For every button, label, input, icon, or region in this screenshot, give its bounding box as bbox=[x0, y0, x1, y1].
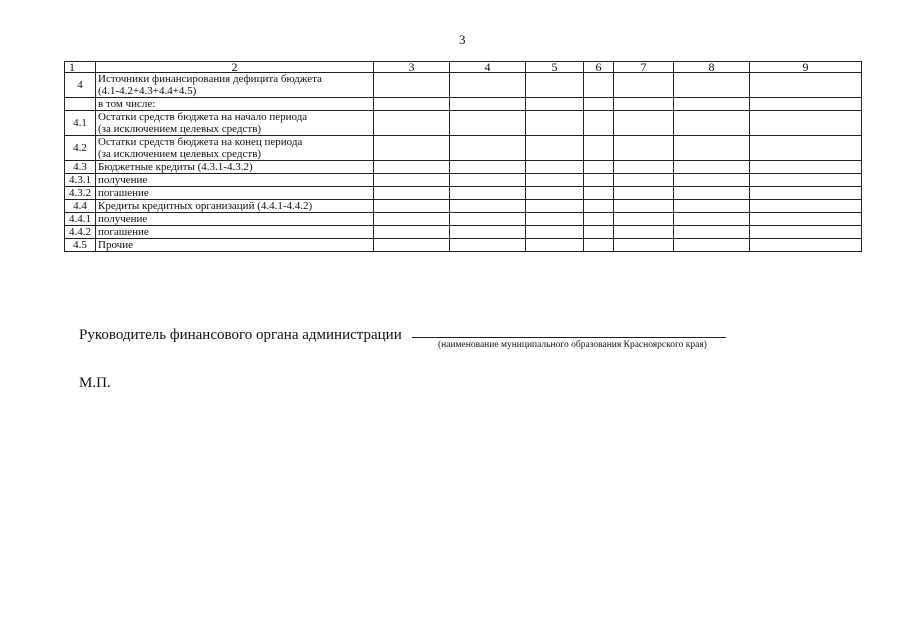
value-cell bbox=[750, 111, 862, 136]
value-cell bbox=[374, 213, 450, 226]
value-cell bbox=[450, 239, 526, 252]
row-description bbox=[96, 73, 374, 98]
signature-line bbox=[412, 337, 726, 338]
description-line: погашение bbox=[98, 226, 149, 238]
value-cell bbox=[584, 239, 614, 252]
value-cell bbox=[614, 98, 674, 111]
value-cell bbox=[750, 174, 862, 187]
value-cell bbox=[674, 161, 750, 174]
value-cell bbox=[526, 161, 584, 174]
value-cell bbox=[450, 187, 526, 200]
value-cell bbox=[374, 161, 450, 174]
value-cell bbox=[450, 226, 526, 239]
value-cell bbox=[374, 111, 450, 136]
table-row bbox=[65, 213, 862, 226]
value-cell bbox=[374, 73, 450, 98]
row-description bbox=[96, 161, 374, 174]
value-cell bbox=[450, 213, 526, 226]
value-cell bbox=[614, 200, 674, 213]
value-cell bbox=[674, 73, 750, 98]
value-cell bbox=[674, 226, 750, 239]
row-number: 4.5 bbox=[65, 239, 96, 252]
table-row bbox=[65, 239, 862, 252]
row-number: 4.1 bbox=[65, 111, 96, 136]
description-line: (за исключением целевых средств) bbox=[98, 123, 262, 135]
table-row bbox=[65, 226, 862, 239]
value-cell bbox=[374, 98, 450, 111]
row-description bbox=[96, 98, 374, 111]
value-cell bbox=[450, 98, 526, 111]
description-line: Бюджетные кредиты (4.3.1-4.3.2) bbox=[98, 161, 253, 173]
value-cell bbox=[526, 226, 584, 239]
row-description bbox=[96, 200, 374, 213]
value-cell bbox=[450, 200, 526, 213]
row-number: 4.2 bbox=[65, 136, 96, 161]
description-line: получение bbox=[98, 213, 148, 225]
table-row bbox=[65, 174, 862, 187]
value-cell bbox=[450, 111, 526, 136]
column-header: 5 bbox=[526, 62, 584, 73]
row-description bbox=[96, 174, 374, 187]
value-cell bbox=[674, 174, 750, 187]
value-cell bbox=[614, 213, 674, 226]
value-cell bbox=[584, 98, 614, 111]
row-number: 4 bbox=[65, 73, 96, 98]
value-cell bbox=[374, 136, 450, 161]
value-cell bbox=[526, 174, 584, 187]
value-cell bbox=[374, 174, 450, 187]
row-description bbox=[96, 226, 374, 239]
table-row bbox=[65, 200, 862, 213]
value-cell bbox=[450, 73, 526, 98]
row-description bbox=[96, 213, 374, 226]
value-cell bbox=[614, 239, 674, 252]
value-cell bbox=[526, 213, 584, 226]
description-line: (за исключением целевых средств) bbox=[98, 148, 262, 160]
table-header-row bbox=[65, 62, 862, 73]
value-cell bbox=[584, 200, 614, 213]
value-cell bbox=[614, 136, 674, 161]
signature-caption: (наименование муниципального образования Красноярского края) bbox=[438, 340, 707, 350]
value-cell bbox=[750, 200, 862, 213]
value-cell bbox=[584, 187, 614, 200]
value-cell bbox=[374, 226, 450, 239]
column-header: 1 bbox=[65, 62, 96, 73]
table-row bbox=[65, 161, 862, 174]
value-cell bbox=[750, 73, 862, 98]
value-cell bbox=[614, 187, 674, 200]
table-row bbox=[65, 98, 862, 111]
signer-label: Руководитель финансового органа администрации bbox=[79, 327, 402, 343]
row-number: 4.4 bbox=[65, 200, 96, 213]
table-row bbox=[65, 187, 862, 200]
row-description bbox=[96, 136, 374, 161]
column-header: 4 bbox=[450, 62, 526, 73]
row-description bbox=[96, 187, 374, 200]
page-number: 3 bbox=[459, 32, 466, 47]
column-header: 8 bbox=[674, 62, 750, 73]
row-description bbox=[96, 239, 374, 252]
value-cell bbox=[750, 136, 862, 161]
description-line: Источники финансирования дефицита бюджета bbox=[98, 73, 322, 85]
value-cell bbox=[614, 111, 674, 136]
description-line: Остатки средств бюджета на конец периода bbox=[98, 136, 303, 148]
value-cell bbox=[584, 226, 614, 239]
row-number: 4.3.1 bbox=[65, 174, 96, 187]
value-cell bbox=[584, 111, 614, 136]
description-line: Прочие bbox=[98, 239, 133, 251]
value-cell bbox=[674, 98, 750, 111]
value-cell bbox=[526, 239, 584, 252]
seal-place-label: М.П. bbox=[79, 375, 111, 391]
value-cell bbox=[750, 239, 862, 252]
value-cell bbox=[450, 136, 526, 161]
value-cell bbox=[614, 174, 674, 187]
row-number: 4.3.2 bbox=[65, 187, 96, 200]
value-cell bbox=[750, 226, 862, 239]
value-cell bbox=[750, 187, 862, 200]
column-header: 2 bbox=[96, 62, 374, 73]
budget-deficit-financing-table bbox=[64, 61, 862, 252]
row-description bbox=[96, 111, 374, 136]
value-cell bbox=[526, 73, 584, 98]
value-cell bbox=[614, 226, 674, 239]
column-header: 7 bbox=[614, 62, 674, 73]
row-number bbox=[65, 98, 96, 111]
description-line: в том числе: bbox=[98, 98, 156, 110]
value-cell bbox=[450, 174, 526, 187]
value-cell bbox=[750, 161, 862, 174]
value-cell bbox=[584, 174, 614, 187]
value-cell bbox=[526, 187, 584, 200]
value-cell bbox=[614, 161, 674, 174]
table-row bbox=[65, 136, 862, 161]
description-line: Кредиты кредитных организаций (4.4.1-4.4.2) bbox=[98, 200, 313, 212]
row-number: 4.4.2 bbox=[65, 226, 96, 239]
description-line: Остатки средств бюджета на начало периода bbox=[98, 111, 308, 123]
value-cell bbox=[584, 73, 614, 98]
value-cell bbox=[374, 200, 450, 213]
value-cell bbox=[674, 213, 750, 226]
row-number: 4.4.1 bbox=[65, 213, 96, 226]
description-line: получение bbox=[98, 174, 148, 186]
description-line: погашение bbox=[98, 187, 149, 199]
value-cell bbox=[674, 136, 750, 161]
value-cell bbox=[584, 161, 614, 174]
column-header: 3 bbox=[374, 62, 450, 73]
description-line: (4.1-4.2+4.3+4.4+4.5) bbox=[98, 85, 197, 97]
value-cell bbox=[614, 73, 674, 98]
value-cell bbox=[674, 200, 750, 213]
value-cell bbox=[750, 213, 862, 226]
value-cell bbox=[526, 136, 584, 161]
value-cell bbox=[526, 200, 584, 213]
value-cell bbox=[374, 187, 450, 200]
value-cell bbox=[584, 136, 614, 161]
value-cell bbox=[450, 161, 526, 174]
column-header: 9 bbox=[750, 62, 862, 73]
table-row bbox=[65, 111, 862, 136]
value-cell bbox=[674, 111, 750, 136]
value-cell bbox=[374, 239, 450, 252]
value-cell bbox=[674, 187, 750, 200]
value-cell bbox=[750, 98, 862, 111]
value-cell bbox=[526, 98, 584, 111]
value-cell bbox=[584, 213, 614, 226]
column-header: 6 bbox=[584, 62, 614, 73]
table-row bbox=[65, 73, 862, 98]
value-cell bbox=[674, 239, 750, 252]
value-cell bbox=[526, 111, 584, 136]
row-number: 4.3 bbox=[65, 161, 96, 174]
